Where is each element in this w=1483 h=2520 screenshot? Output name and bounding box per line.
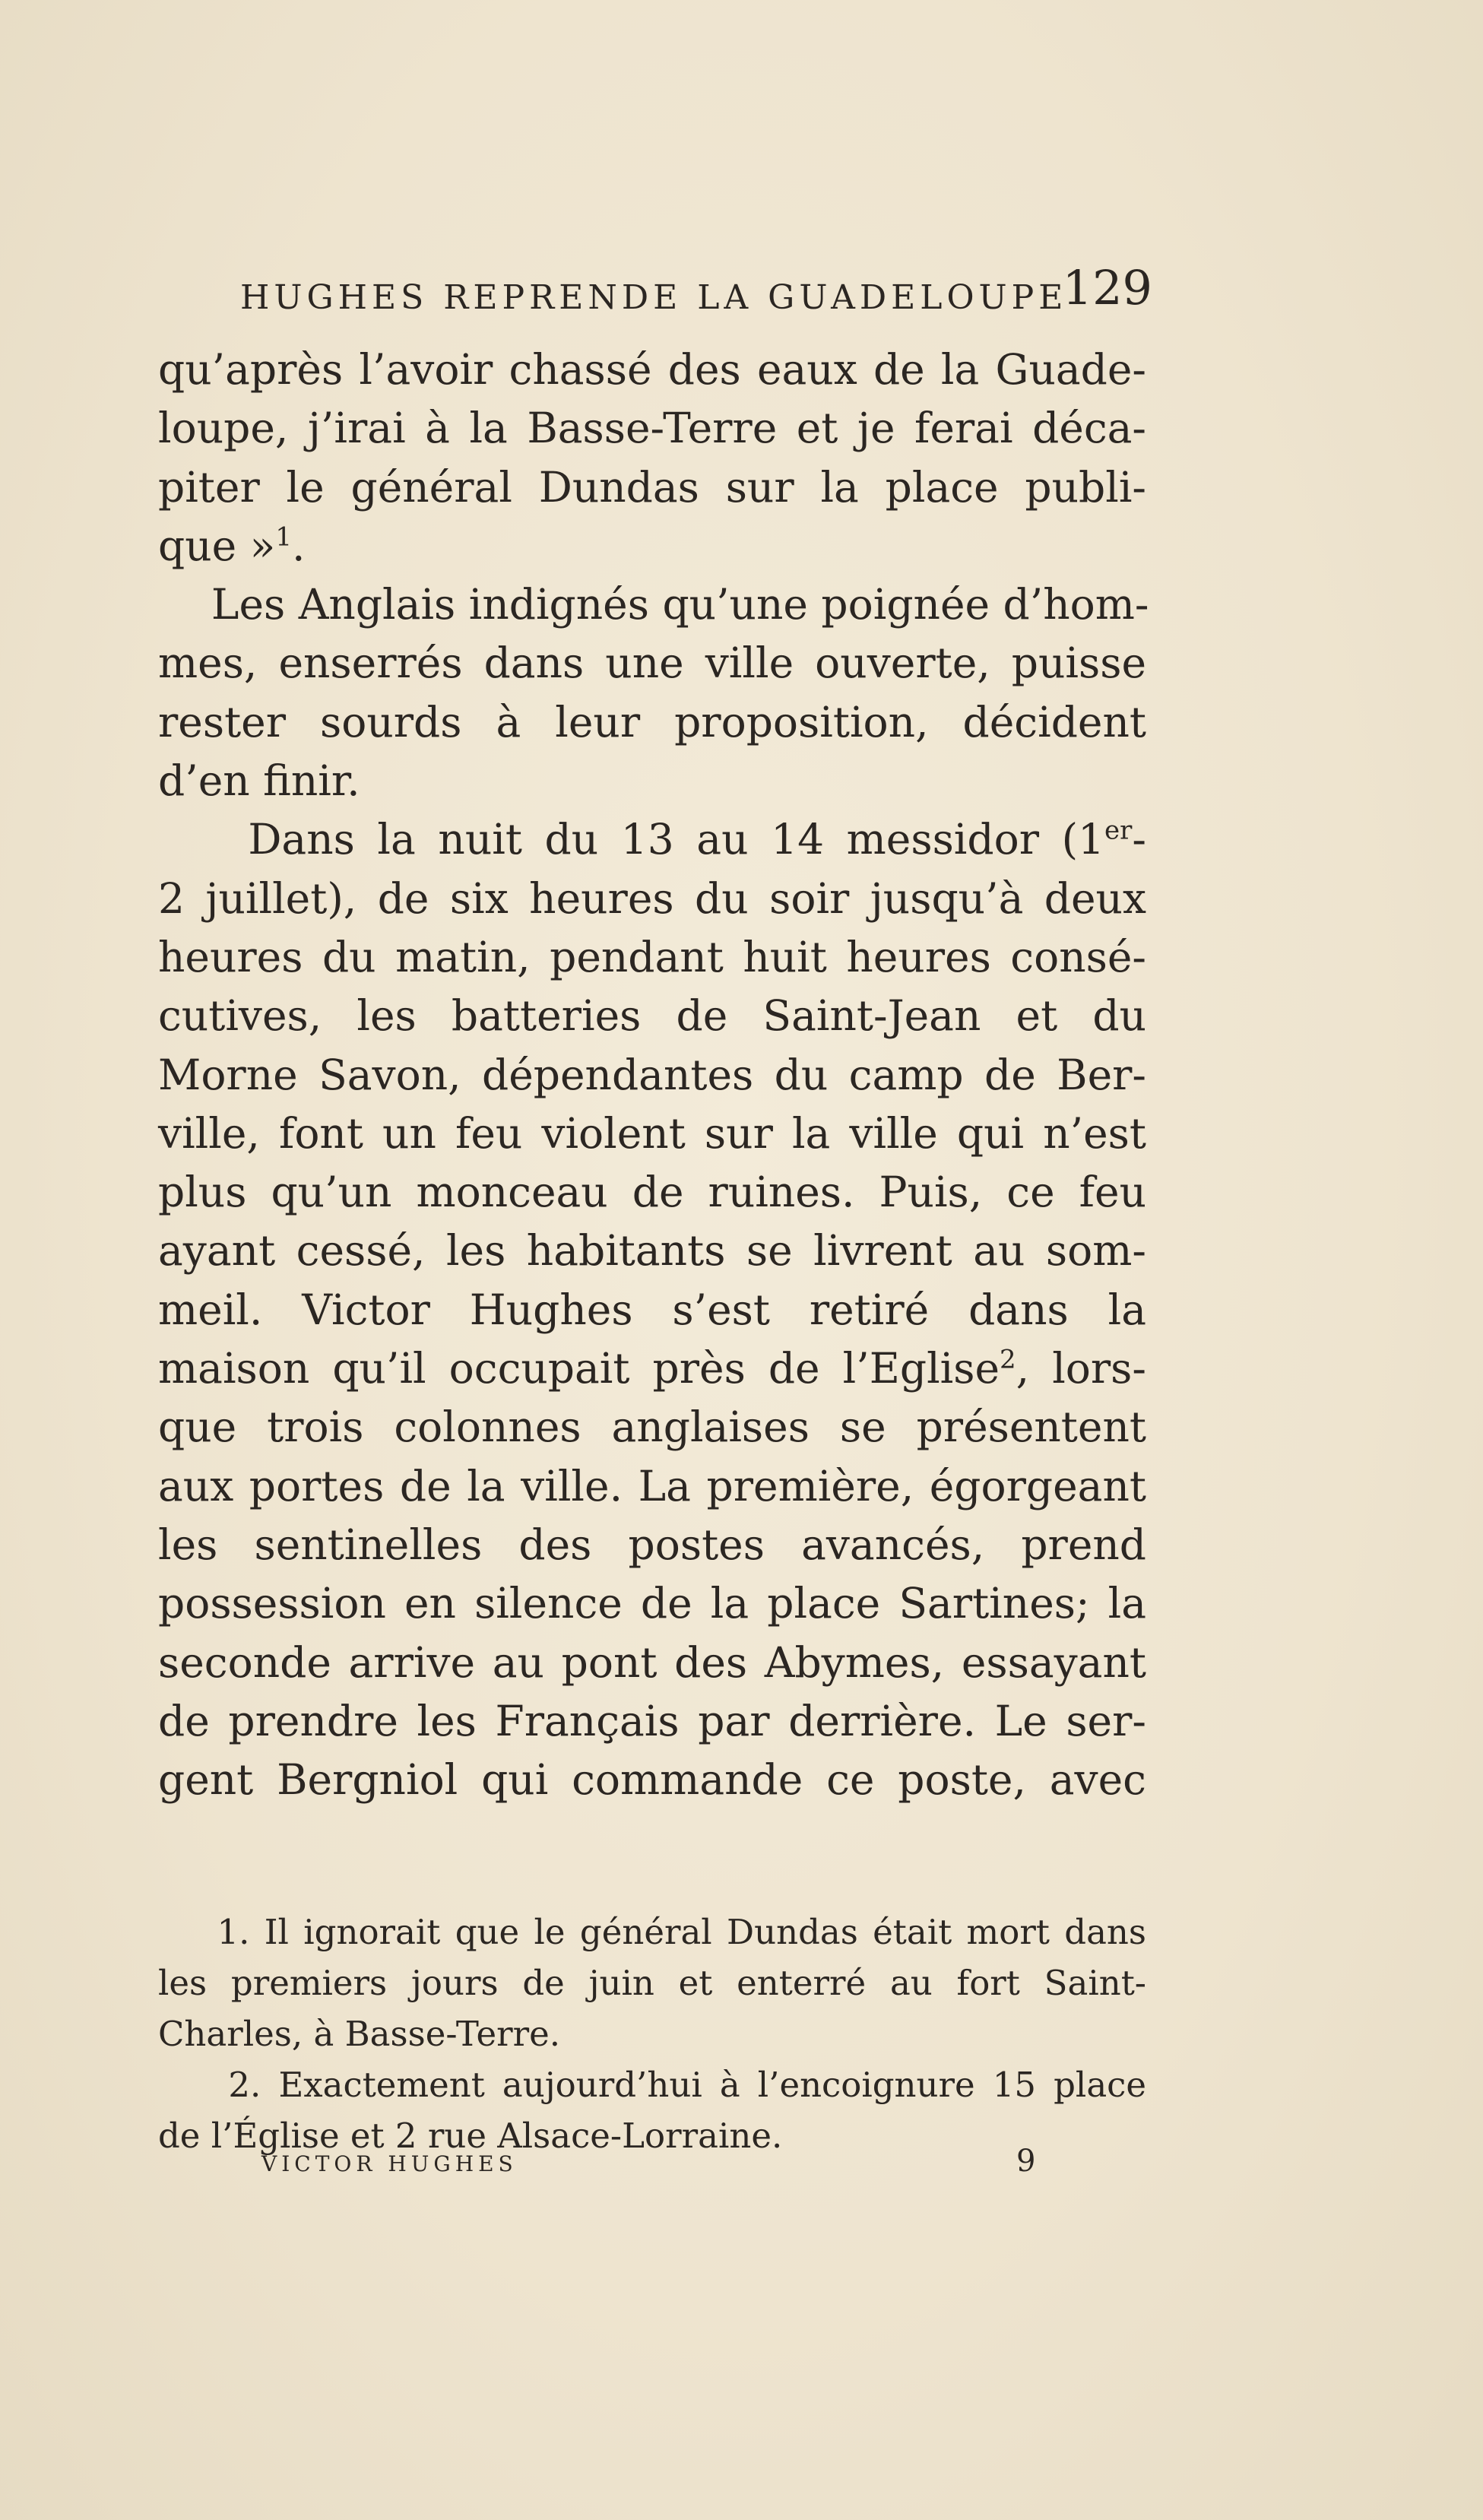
body-line-text: Morne Savon, dépendantes du camp de Ber- (158, 1050, 1146, 1099)
body-line-text: que » (158, 521, 276, 570)
body-line (158, 1046, 1146, 1105)
body-line (158, 1634, 1146, 1692)
body-line (158, 575, 1149, 634)
body-line-text: cutives, les batteries de Saint-Jean et du (158, 991, 1146, 1041)
superscript: 1 (275, 521, 292, 553)
superscript: er (1104, 816, 1133, 847)
body-line (158, 399, 1146, 458)
body-line (158, 1339, 1146, 1398)
page-number: 129 (1062, 260, 1152, 315)
body-line-text: ville, font un feu violent sur la ville qui n’est (158, 1108, 1146, 1158)
body-line-text: piter le général Dundas sur la place publi- (158, 462, 1146, 512)
body-line (158, 1574, 1146, 1633)
footnote-line: les premiers jours de juin et enterré au fort Saint- (158, 1963, 1146, 2003)
body-line (158, 693, 1146, 752)
body-line-text: plus qu’un monceau de ruines. Puis, ce feu (158, 1168, 1146, 1217)
body-line (158, 1281, 1146, 1339)
body-line-text: meil. Victor Hughes s’est retiré dans la (158, 1285, 1146, 1334)
body-line (158, 1457, 1146, 1516)
body-line-tail: . (291, 521, 306, 570)
body-line (158, 1398, 1146, 1457)
body-line (158, 1751, 1146, 1809)
body-line (158, 987, 1146, 1045)
running-head (240, 260, 1152, 328)
body-line (158, 1692, 1146, 1751)
body-line-text: ayant cessé, les habitants se livrent au som- (158, 1226, 1146, 1276)
body-line-text: Les Anglais indignés qu’une poignée d’hom- (158, 580, 1149, 629)
body-line-text: mes, enserrés dans une ville ouverte, puisse (158, 639, 1146, 688)
body-line-tail: , lors- (1016, 1344, 1146, 1393)
body-line-text: loupe, j’irai à la Basse-Terre et je ferai déca- (158, 404, 1146, 453)
body-line (158, 341, 1146, 399)
body-line-text: aux portes de la ville. La première, égorgeant (158, 1461, 1146, 1510)
body-line-text: de prendre les Français par derrière. Le ser- (158, 1696, 1146, 1745)
body-line-text: seconde arrive au pont des Abymes, essayant (158, 1637, 1146, 1687)
body-line (158, 928, 1146, 987)
body-line-text: gent Bergniol qui commande ce poste, avec (158, 1755, 1146, 1805)
footnote-line: 2. Exactement aujourd’hui à l’encoignure 15 place (158, 2065, 1146, 2105)
body-line (158, 458, 1146, 517)
footnotes (158, 1907, 1146, 2161)
footnote-line: Charles, à Basse-Terre. (158, 2014, 561, 2054)
signature-text: VICTOR HUGHES (261, 2151, 518, 2176)
body-line (158, 1222, 1146, 1280)
body-line-text: 2 juillet), de six heures du soir jusqu’à deux (158, 873, 1146, 923)
body-line-text: maison qu’il occupait près de l’Eglise (158, 1344, 1000, 1393)
body-line (158, 634, 1146, 693)
body-line-text: que trois colonnes anglaises se présentent (158, 1403, 1146, 1452)
body-line-text: heures du matin, pendant huit heures consé- (158, 932, 1146, 981)
body-line-text: rester sourds à leur proposition, décident (158, 697, 1146, 746)
body-line-text: qu’après l’avoir chassé des eaux de la Guade- (158, 345, 1146, 394)
body-line-text: les sentinelles des postes avancés, prend (158, 1520, 1146, 1569)
running-title: HUGHES REPRENDE LA GUADELOUPE (240, 278, 1068, 317)
body-line (158, 1105, 1146, 1163)
body-line (158, 1163, 1146, 1222)
body-text (158, 341, 1149, 1809)
body-line (158, 517, 1146, 575)
signature-mark (261, 2144, 1036, 2189)
body-line-text: possession en silence de la place Sartines; la (158, 1579, 1146, 1628)
body-line (158, 870, 1146, 928)
body-line-tail: - (1132, 815, 1146, 864)
signature-number: 9 (1016, 2144, 1036, 2179)
footnote-line: 1. Il ignorait que le général Dundas était mort dans (158, 1912, 1146, 1952)
superscript: 2 (1000, 1344, 1016, 1375)
body-line-text: Dans la nuit du 13 au 14 messidor (1 (158, 815, 1105, 864)
body-line (158, 752, 1146, 810)
body-line (158, 810, 1146, 869)
footnote-line: de l’Église et 2 rue Alsace-Lorraine. (158, 2116, 783, 2156)
body-line (158, 1516, 1146, 1574)
body-line-text: d’en finir. (158, 756, 360, 806)
